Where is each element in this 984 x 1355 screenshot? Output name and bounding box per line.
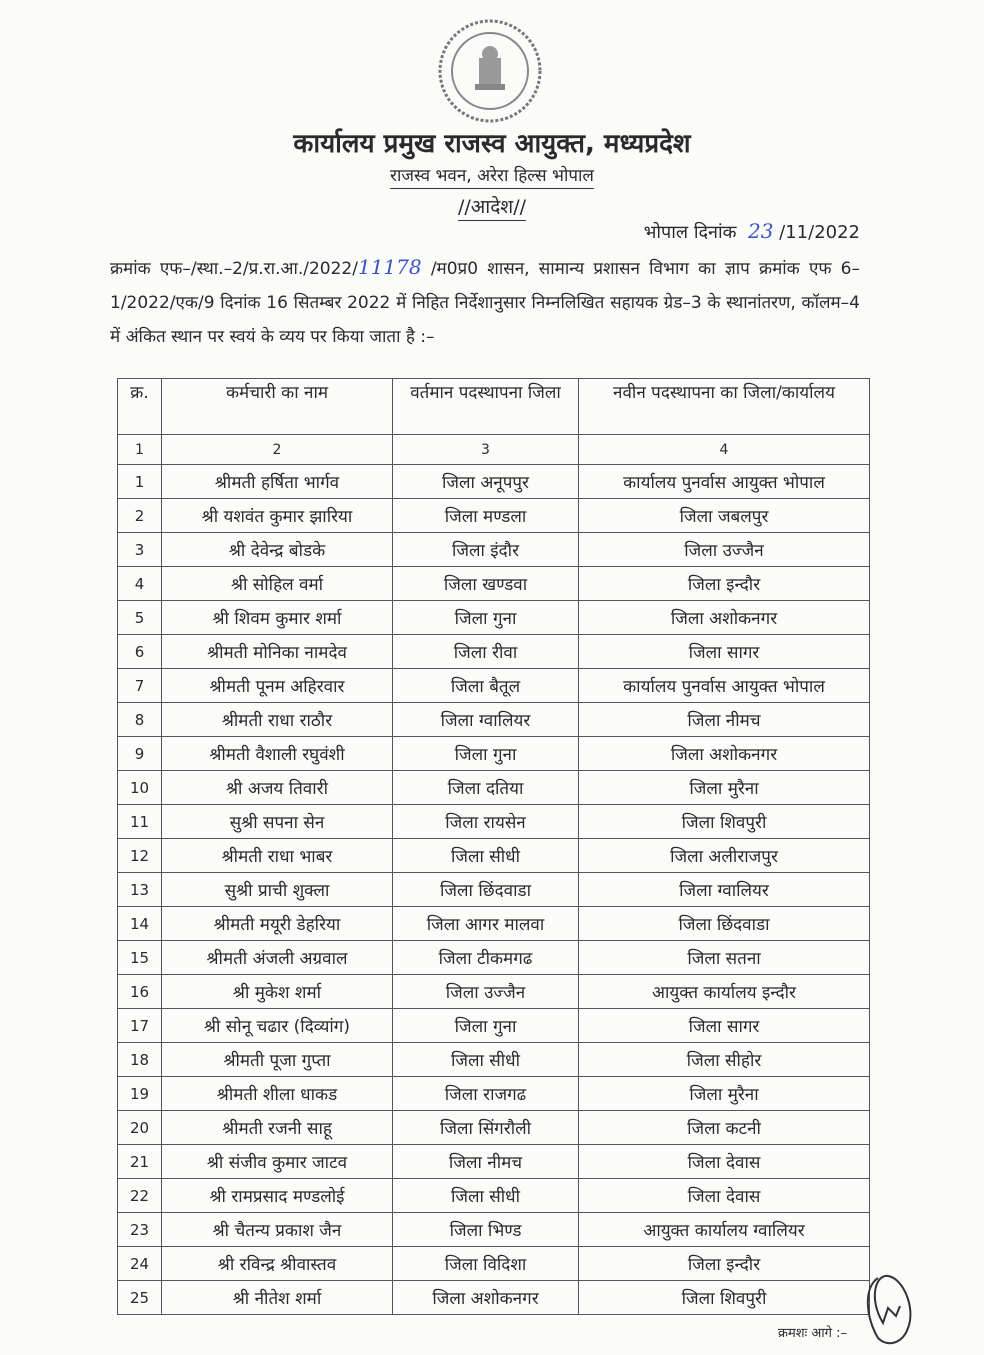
header-current-posting: वर्तमान पदस्थापना जिला [393,379,579,435]
cell-employee-name: श्री चैतन्य प्रकाश जैन [162,1213,393,1247]
cell-new-posting: जिला जबलपुर [579,499,870,533]
date-day-handwritten: 23 [747,219,774,243]
cell-serial: 25 [118,1281,162,1315]
cell-employee-name: श्रीमती हर्षिता भार्गव [162,465,393,499]
date-line [644,219,860,244]
paragraph-body: /म0प्र0 शासन, सामान्य प्रशासन विभाग का ज्ञाप क्रमांक एफ 6–1/2022/एक/9 दिनांक 16 सितम्बर 2022 में निहित निर्देशानुसार निम्नलिखित सहायक ग्रेड–3 के स्थानांतरण, कॉलम–4 में अंकित स्थान पर स्वयं के व्यय पर किया जाता है :– [110,259,860,347]
cell-employee-name: श्री नीतेश शर्मा [162,1281,393,1315]
table-row [118,805,870,839]
cell-employee-name: श्री सोनू चढार (दिव्यांग) [162,1009,393,1043]
cell-employee-name: सुश्री प्राची शुक्ला [162,873,393,907]
table-row [118,975,870,1009]
table-row [118,873,870,907]
cell-new-posting: जिला अशोकनगर [579,601,870,635]
cell-serial: 12 [118,839,162,873]
cell-employee-name: श्रीमती पूजा गुप्ता [162,1043,393,1077]
cell-employee-name: श्रीमती वैशाली रघुवंशी [162,737,393,771]
cell-new-posting: जिला अलीराजपुर [579,839,870,873]
cell-current-posting: जिला भिण्ड [393,1213,579,1247]
cell-new-posting: जिला सागर [579,635,870,669]
cell-serial: 22 [118,1179,162,1213]
cell-employee-name: श्रीमती राधा भाबर [162,839,393,873]
cell-employee-name: श्रीमती रजनी साहू [162,1111,393,1145]
table-row [118,1111,870,1145]
cell-new-posting: आयुक्त कार्यालय ग्वालियर [579,1213,870,1247]
cell-current-posting: जिला सीधी [393,1043,579,1077]
cell-new-posting: जिला कटनी [579,1111,870,1145]
order-paragraph [110,250,860,354]
cell-employee-name: श्रीमती पूनम अहिरवार [162,669,393,703]
cell-employee-name: सुश्री सपना सेन [162,805,393,839]
cell-employee-name: श्री रामप्रसाद मण्डलोई [162,1179,393,1213]
cell-new-posting: जिला मुरैना [579,771,870,805]
cell-employee-name: श्रीमती शीला धाकड [162,1077,393,1111]
cell-current-posting: जिला दतिया [393,771,579,805]
cell-serial: 6 [118,635,162,669]
table-row [118,601,870,635]
cell-new-posting: जिला देवास [579,1145,870,1179]
cell-serial: 16 [118,975,162,1009]
cell-employee-name: श्री मुकेश शर्मा [162,975,393,1009]
cell-current-posting: जिला सीधी [393,1179,579,1213]
table-row [118,737,870,771]
column-number: 2 [162,435,393,465]
cell-current-posting: जिला विदिशा [393,1247,579,1281]
table-row [118,635,870,669]
cell-serial: 21 [118,1145,162,1179]
cell-serial: 20 [118,1111,162,1145]
cell-new-posting: जिला ग्वालियर [579,873,870,907]
cell-new-posting: जिला अशोकनगर [579,737,870,771]
office-address: राजस्व भवन, अरेरा हिल्स भोपाल [390,166,594,189]
cell-serial: 24 [118,1247,162,1281]
cell-employee-name: श्री यशवंत कुमार झारिया [162,499,393,533]
cell-current-posting: जिला गुना [393,601,579,635]
header-serial: क्र. [118,379,162,435]
cell-employee-name: श्री शिवम कुमार शर्मा [162,601,393,635]
ref-number-handwritten: 11178 [357,255,422,279]
continued-note: क्रमशः आगे :– [778,1326,847,1341]
cell-serial: 15 [118,941,162,975]
cell-current-posting: जिला रीवा [393,635,579,669]
cell-current-posting: जिला छिंदवाडा [393,873,579,907]
cell-new-posting: जिला इन्दौर [579,1247,870,1281]
cell-serial: 9 [118,737,162,771]
cell-serial: 19 [118,1077,162,1111]
cell-new-posting: कार्यालय पुनर्वास आयुक्त भोपाल [579,669,870,703]
ref-prefix: क्रमांक एफ–/स्था.–2/प्र.रा.आ./2022/ [110,259,358,279]
cell-employee-name: श्रीमती मयूरी डेहरिया [162,907,393,941]
cell-current-posting: जिला टीकमगढ [393,941,579,975]
cell-serial: 18 [118,1043,162,1077]
cell-employee-name: श्रीमती राधा राठौर [162,703,393,737]
cell-serial: 8 [118,703,162,737]
table-row [118,771,870,805]
table-row [118,703,870,737]
cell-current-posting: जिला अनूपपुर [393,465,579,499]
cell-new-posting: जिला सीहोर [579,1043,870,1077]
cell-current-posting: जिला रायसेन [393,805,579,839]
cell-current-posting: जिला आगर मालवा [393,907,579,941]
table-row [118,499,870,533]
cell-new-posting: जिला देवास [579,1179,870,1213]
cell-serial: 3 [118,533,162,567]
order-heading: //आदेश// [458,196,526,221]
table-row [118,941,870,975]
cell-employee-name: श्रीमती अंजली अग्रवाल [162,941,393,975]
government-seal-icon [437,18,543,124]
cell-current-posting: जिला उज्जैन [393,975,579,1009]
cell-serial: 14 [118,907,162,941]
cell-new-posting: जिला शिवपुरी [579,1281,870,1315]
header-new-posting: नवीन पदस्थापना का जिला/कार्यालय [579,379,870,435]
cell-serial: 2 [118,499,162,533]
cell-serial: 1 [118,465,162,499]
transfer-table [117,378,870,1315]
table-row [118,533,870,567]
cell-employee-name: श्री सोहिल वर्मा [162,567,393,601]
table-row [118,1043,870,1077]
cell-employee-name: श्री रविन्द्र श्रीवास्तव [162,1247,393,1281]
cell-serial: 13 [118,873,162,907]
date-prefix: भोपाल दिनांक [643,222,737,243]
table-row [118,907,870,941]
cell-serial: 17 [118,1009,162,1043]
cell-current-posting: जिला अशोकनगर [393,1281,579,1315]
signature-icon [858,1268,918,1348]
table-row [118,1247,870,1281]
cell-serial: 23 [118,1213,162,1247]
cell-current-posting: जिला खण्डवा [393,567,579,601]
cell-new-posting: कार्यालय पुनर्वास आयुक्त भोपाल [579,465,870,499]
cell-new-posting: जिला सतना [579,941,870,975]
cell-serial: 5 [118,601,162,635]
cell-new-posting: जिला इन्दौर [579,567,870,601]
date-rest: /11/2022 [779,222,860,243]
column-number: 1 [118,435,162,465]
cell-new-posting: जिला छिंदवाडा [579,907,870,941]
header-employee-name: कर्मचारी का नाम [162,379,393,435]
cell-current-posting: जिला गुना [393,1009,579,1043]
cell-new-posting: जिला सागर [579,1009,870,1043]
cell-employee-name: श्री संजीव कुमार जाटव [162,1145,393,1179]
cell-new-posting: आयुक्त कार्यालय इन्दौर [579,975,870,1009]
table-row [118,1009,870,1043]
table-row [118,1179,870,1213]
office-title: कार्यालय प्रमुख राजस्व आयुक्त, मध्यप्रदेश [293,129,691,159]
cell-current-posting: जिला ग्वालियर [393,703,579,737]
cell-employee-name: श्रीमती मोनिका नामदेव [162,635,393,669]
column-number: 3 [393,435,579,465]
cell-serial: 4 [118,567,162,601]
cell-new-posting: जिला शिवपुरी [579,805,870,839]
cell-new-posting: जिला मुरैना [579,1077,870,1111]
cell-serial: 7 [118,669,162,703]
column-number: 4 [579,435,870,465]
cell-new-posting: जिला उज्जैन [579,533,870,567]
cell-new-posting: जिला नीमच [579,703,870,737]
cell-current-posting: जिला बैतूल [393,669,579,703]
cell-current-posting: जिला नीमच [393,1145,579,1179]
table-row [118,465,870,499]
table-row [118,1077,870,1111]
table-row [118,1145,870,1179]
cell-serial: 10 [118,771,162,805]
cell-employee-name: श्री अजय तिवारी [162,771,393,805]
cell-employee-name: श्री देवेन्द्र बोडके [162,533,393,567]
table-row [118,669,870,703]
cell-serial: 11 [118,805,162,839]
table-row [118,839,870,873]
cell-current-posting: जिला सीधी [393,839,579,873]
cell-current-posting: जिला गुना [393,737,579,771]
cell-current-posting: जिला इंदौर [393,533,579,567]
cell-current-posting: जिला सिंगरौली [393,1111,579,1145]
cell-current-posting: जिला राजगढ [393,1077,579,1111]
table-row [118,567,870,601]
cell-current-posting: जिला मण्डला [393,499,579,533]
table-row [118,1281,870,1315]
table-row [118,1213,870,1247]
